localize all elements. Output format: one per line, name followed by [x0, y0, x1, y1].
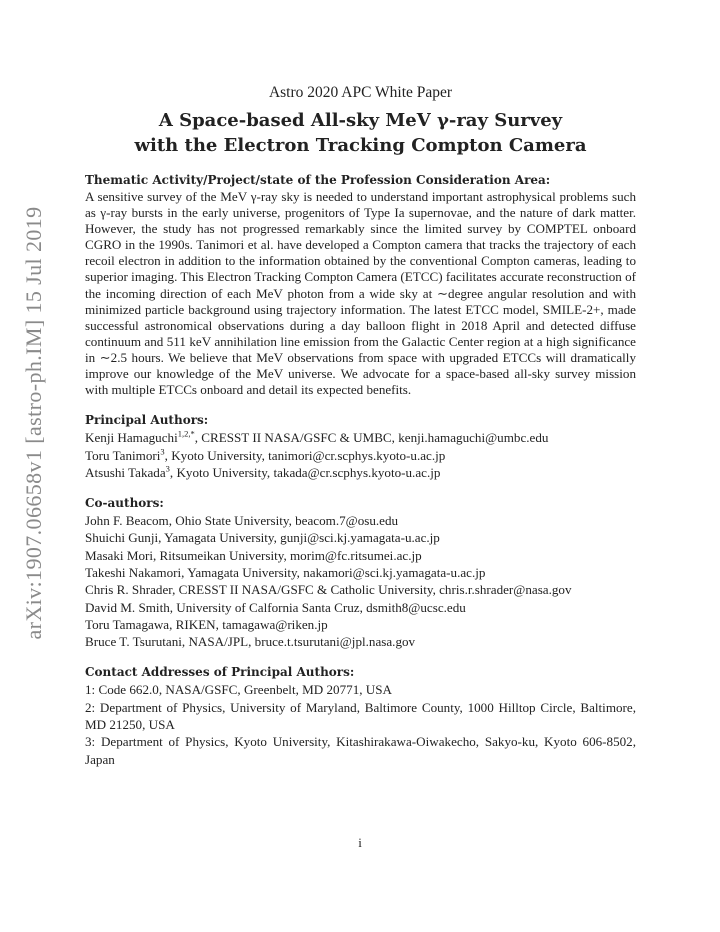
coauthors-section	[85, 495, 636, 650]
arxiv-id: arXiv:1907.06658v1 [astro-ph.IM] 15 Jul 2019	[21, 205, 46, 640]
author-affil: 3	[160, 446, 165, 457]
arxiv-stamp	[8, 200, 60, 645]
address: 1: Code 662.0, NASA/GSFC, Greenbelt, MD 20771, USA	[85, 682, 392, 698]
address: 3: Department of Physics, Kyoto University, Kitashirakawa-Oiwakecho, Sakyo-ku, Kyoto 606-8502, Japan	[85, 734, 636, 767]
author-details: , CRESST II NASA/GSFC & UMBC, kenji.hamaguchi@umbc.edu	[194, 430, 549, 446]
coauthor: David M. Smith, University of Calfornia Santa Cruz, dsmith8@ucsc.edu	[85, 599, 466, 615]
addresses-heading: Contact Addresses of Principal Authors:	[85, 665, 355, 680]
page-number: i	[358, 835, 362, 850]
coauthors-heading: Co-authors:	[85, 496, 164, 511]
abstract-text: A sensitive survey of the MeV γ-ray sky is needed to understand important astrophysical problems such as γ-ray bursts in the early universe, progenitors of Type Ia supernovae, and the nature of dark matter. However, the study has not progressed remarkably since the limited survey by COMPTEL onboard CGRO in the 1990s. Tanimori et al. have developed a Compton camera that tracks the trajectory of each recoil electron in addition to the information obtained by the conventional Compton cameras, leading to superior imaging. This Electron Tracking Compton Camera (ETCC) facilitates accurate reconstruction of the incoming direction of each MeV photon from a wide sky at ∼degree angular resolution and with minimized particle background using trajectory information. The latest ETCC model, SMILE-2+, made successful astronomical observations during a day balloon flight in 2018 April and detected diffuse continuum and 511 keV annihilation line emission from the Galactic Center region at a high significance in ∼2.5 hours. We believe that MeV observations from space with upgraded ETCCs will dramatically improve our knowledge of the MeV universe. We advocate for a space-based all-sky survey mission with multiple ETCCs onboard and detail its expected benefits.	[85, 189, 636, 398]
thematic-section	[85, 172, 636, 398]
author-details: , Kyoto University, tanimori@cr.scphys.kyoto-u.ac.jp	[164, 447, 446, 463]
principal-author	[85, 429, 636, 446]
author-affil: 3	[165, 463, 170, 474]
coauthor: Masaki Mori, Ritsumeikan University, morim@fc.ritsumei.ac.jp	[85, 547, 422, 563]
coauthor: Chris R. Shrader, CRESST II NASA/GSFC & Catholic University, chris.r.shrader@nasa.gov	[85, 582, 572, 598]
author-affil: 1,2,*	[177, 428, 195, 439]
title-line-2: with the Electron Tracking Compton Camera	[134, 135, 587, 156]
author-name: Toru Tanimori	[85, 447, 161, 463]
coauthor: John F. Beacom, Ohio State University, beacom.7@osu.edu	[85, 513, 399, 529]
thematic-heading: Thematic Activity/Project/state of the Profession Consideration Area:	[85, 173, 551, 187]
addresses-section	[85, 664, 636, 767]
paper-page	[85, 84, 636, 768]
coauthor: Takeshi Nakamori, Yamagata University, nakamori@sci.kj.yamagata-u.ac.jp	[85, 565, 486, 580]
title-line-1: A Space-based All-sky MeV γ-ray Survey	[158, 110, 563, 131]
coauthor: Bruce T. Tsurutani, NASA/JPL, bruce.t.tsurutani@jpl.nasa.gov	[85, 634, 416, 650]
principal-authors-heading: Principal Authors:	[85, 413, 209, 428]
author-details: , Kyoto University, takada@cr.scphys.kyoto-u.ac.jp	[169, 464, 441, 480]
author-name: Kenji Hamaguchi	[85, 430, 178, 446]
paper-title	[85, 108, 636, 158]
address: 2: Department of Physics, University of Maryland, Baltimore County, 1000 Hilltop Circle, Baltimore, MD 21250, USA	[85, 699, 636, 733]
coauthor: Toru Tamagawa, RIKEN, tamagawa@riken.jp	[85, 616, 328, 632]
principal-author	[85, 447, 636, 464]
principal-author	[85, 464, 636, 481]
author-name: Atsushi Takada	[85, 464, 166, 480]
principal-authors-section	[85, 412, 636, 481]
paper-label: Astro 2020 APC White Paper	[268, 84, 453, 101]
coauthor: Shuichi Gunji, Yamagata University, gunji@sci.kj.yamagata-u.ac.jp	[85, 530, 440, 546]
